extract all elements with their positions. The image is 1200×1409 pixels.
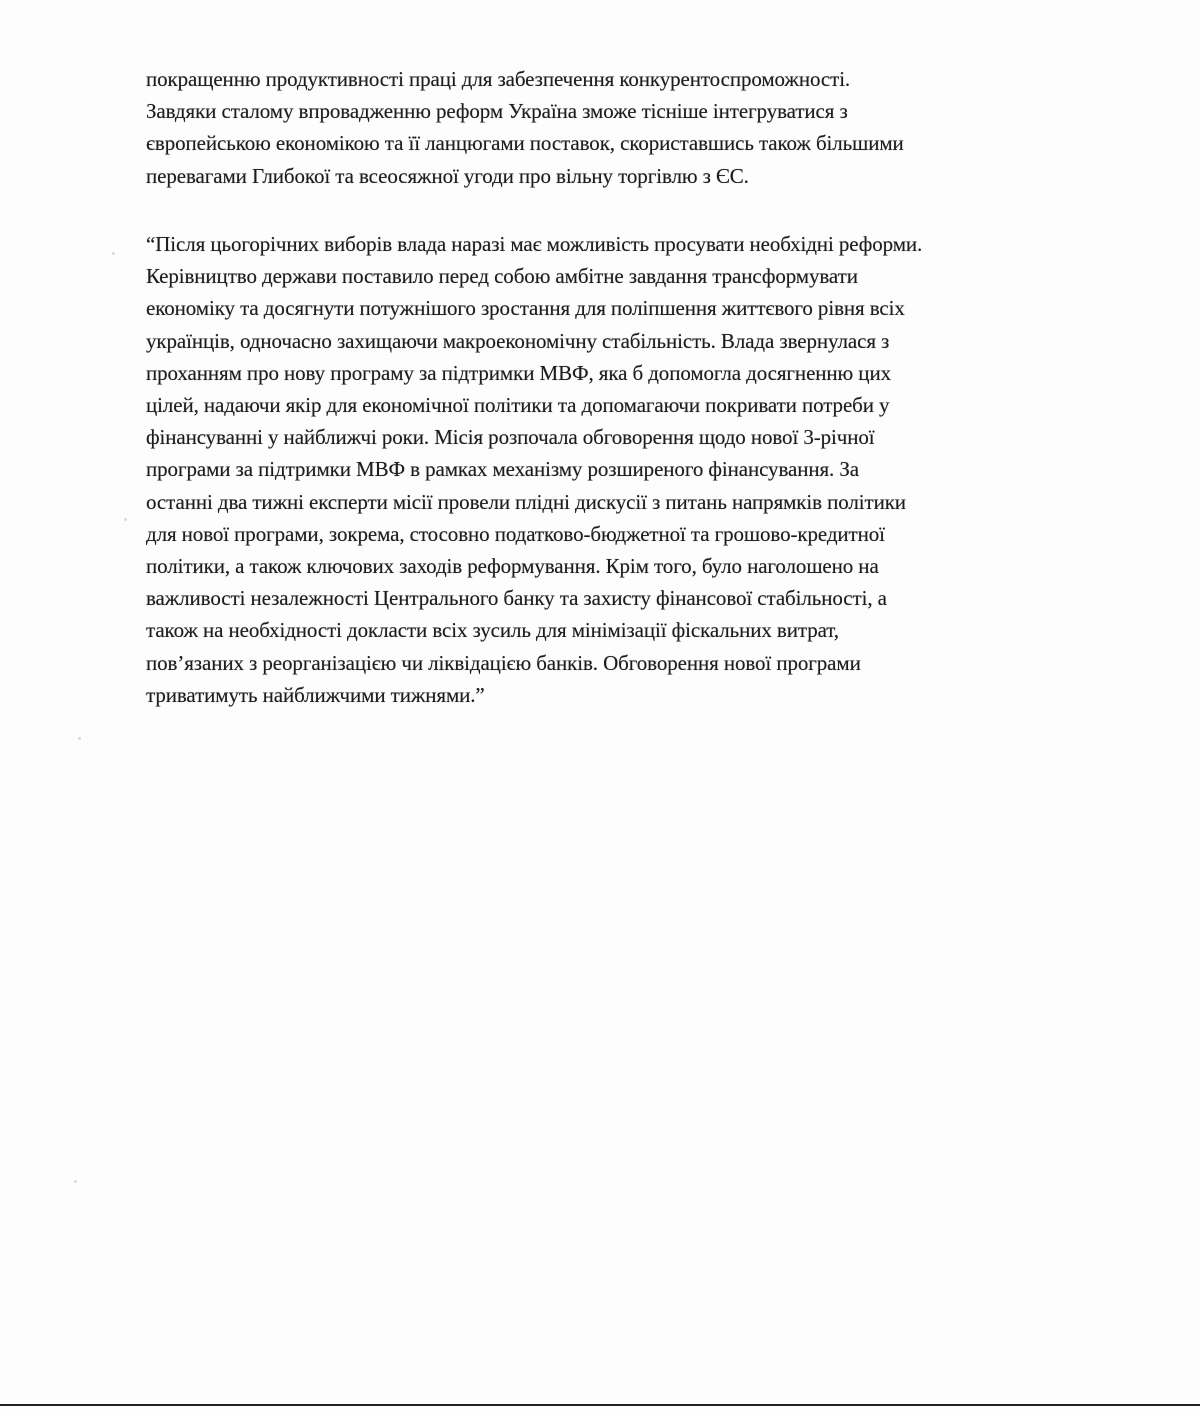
scan-artifact bbox=[78, 737, 81, 740]
paragraph-line: українців, одночасно захищаючи макроекономічну стабільність. Влада звернулася з bbox=[146, 328, 890, 353]
paragraph-line: важливості незалежності Центрального банку та захисту фінансової стабільності, а bbox=[146, 586, 887, 611]
paragraph-line: для нової програми, зокрема, стосовно податково-бюджетної та грошово-кредитної bbox=[146, 521, 885, 546]
paragraph-line: перевагами Глибокої та всеосяжної угоди про вільну торгівлю з ЄС. bbox=[146, 163, 749, 188]
scan-artifact bbox=[124, 518, 127, 521]
paragraph-line: фінансуванні у найближчі роки. Місія розпочала обговорення щодо нової 3-річної bbox=[146, 425, 875, 450]
page-bottom-border bbox=[0, 1404, 1200, 1406]
paragraph-line: європейською економікою та її ланцюгами поставок, скориставшись також більшими bbox=[146, 131, 904, 156]
paragraph-line: цілей, надаючи якір для економічної політики та допомагаючи покривати потреби у bbox=[146, 393, 890, 418]
scan-artifact bbox=[74, 1180, 77, 1183]
paragraph-2-quote bbox=[146, 228, 1106, 711]
paragraph-line: економіку та досягнути потужнішого зростання для поліпшення життєвого рівня всіх bbox=[146, 296, 905, 321]
paragraph-line: останні два тижні експерти місії провели плідні дискусії з питань напрямків політики bbox=[146, 489, 906, 514]
paragraph-line: програми за підтримки МВФ в рамках механізму розширеного фінансування. За bbox=[146, 457, 859, 482]
paragraph-line: пов’язаних з реорганізацією чи ліквідацією банків. Обговорення нової програми bbox=[146, 650, 861, 675]
paragraph-line: політики, а також ключових заходів реформування. Крім того, було наголошено на bbox=[146, 554, 879, 579]
paragraph-line: Завдяки сталому впровадженню реформ Україна зможе тісніше інтегруватися з bbox=[146, 99, 848, 124]
paragraph-line: проханням про нову програму за підтримки МВФ, яка б допомогла досягненню цих bbox=[146, 360, 891, 385]
scan-artifact bbox=[112, 252, 115, 255]
paragraph-1 bbox=[146, 63, 1106, 192]
paragraph-line: покращенню продуктивності праці для забезпечення конкурентоспроможності. bbox=[146, 67, 851, 91]
paragraph-line: триватимуть найближчими тижнями.” bbox=[146, 682, 485, 707]
paragraph-line: Керівництво держави поставило перед собою амбітне завдання трансформувати bbox=[146, 264, 858, 289]
paragraph-line: “Після цьогорічних виборів влада наразі має можливість просувати необхідні реформи. bbox=[146, 232, 923, 256]
paragraph-line: також на необхідності докласти всіх зусиль для мінімізації фіскальних витрат, bbox=[146, 618, 839, 643]
